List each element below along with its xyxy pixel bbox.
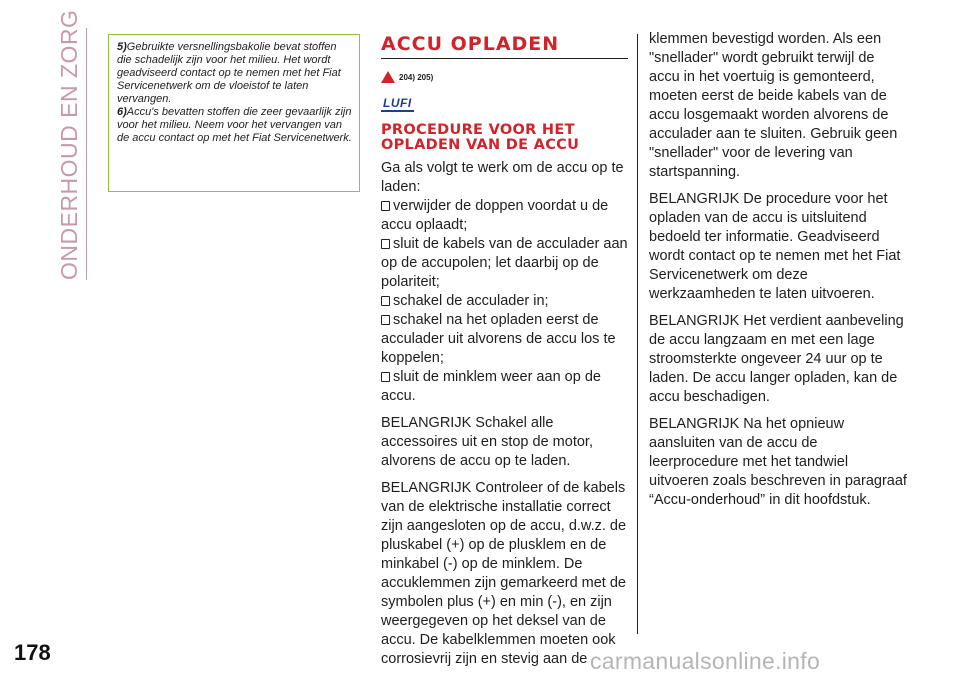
paragraph-important-2: BELANGRIJK Controleer of de kabels van de elektrische installatie correct zijn aangesloten op de accu, d.w.z. de pluskabel (+) op de plusklem en de minkabel (-) op de minklem. De accuklemmen zijn gemarkeerd met de symbolen plus (+) en min (-), en zijn weergegeven op het deksel van de accu. De kabelklemmen moeten ook corrosievrij zijn en stevig aan de	[381, 480, 627, 667]
warning-refs: 204) 205)	[399, 72, 434, 82]
footnote-6: 6)Accu's bevatten stoffen die zeer gevaarlijk zijn voor het milieu. Neem voor het vervangen van de accu contact op met het Fiat Servicenetwerk.	[117, 106, 352, 144]
section-title: ACCU OPLADEN	[381, 34, 628, 59]
column-divider	[637, 34, 638, 634]
warning-triangle-icon	[381, 71, 395, 83]
paragraph-important-3: BELANGRIJK De procedure voor het opladen van de accu is uitsluitend bedoeld ter informatie. Geadviseerd wordt contact op te nemen met het Fiat Servicenetwerk om deze werkzaamheden te laten uitvoeren.	[649, 191, 901, 302]
step-item: sluit de kabels van de acculader aan op de accupolen; let daarbij op de polariteit;	[381, 236, 628, 290]
paragraph-important-5: BELANGRIJK Na het opnieuw aansluiten van de accu de leerprocedure met het tandwiel uitvoeren zoals beschreven in paragraaf “Accu-onderhoud” in dit hoofdstuk.	[649, 416, 907, 508]
watermark: carmanualsonline.info	[590, 648, 821, 674]
paragraph-important-4: BELANGRIJK Het verdient aanbeveling de accu langzaam en met een lage stroomsterkte ongeveer 24 uur op te laden. De accu langer opladen, kan de accu beschadigen.	[649, 313, 904, 405]
checkbox-bullet-icon	[381, 201, 390, 211]
column-middle	[381, 34, 628, 677]
side-tab-divider	[86, 28, 87, 280]
warning-refs-row	[381, 69, 628, 85]
column-right	[649, 30, 907, 518]
step-item: schakel na het opladen eerst de acculader uit alvorens de accu los te koppelen;	[381, 312, 616, 366]
section-subtitle: PROCEDURE VOOR HET OPLADEN VAN DE ACCU	[381, 122, 580, 153]
intro-text: Ga als volgt te werk om de accu op te laden:	[381, 160, 624, 195]
lufi-icon: LUFI	[383, 96, 412, 110]
paragraph-continued: klemmen bevestigd worden. Als een "snellader" wordt gebruikt terwijl de accu in het voertuig is gemonteerd, moeten eerst de beide kabels van de accu losgemaakt worden alvorens de acculader aan te sluiten. Gebruik geen "snellader" voor de levering van startspanning.	[649, 31, 898, 180]
checkbox-bullet-icon	[381, 315, 390, 325]
side-tab	[54, 9, 84, 280]
lufi-row	[381, 93, 628, 115]
procedure-body	[381, 159, 628, 669]
paragraph-important-1: BELANGRIJK Schakel alle accessoires uit en stop de motor, alvorens de accu op te laden.	[381, 415, 593, 469]
step-item: schakel de acculader in;	[381, 292, 628, 311]
footnote-5: 5)Gebruikte versnellingsbakolie bevat stoffen die schadelijk zijn voor het milieu. Het wordt geadviseerd contact op te nemen met het Fiat Servicenetwerk om de vloeistof te laten vervangen.	[117, 41, 341, 105]
step-item: verwijder de doppen voordat u de accu oplaadt;	[381, 198, 609, 233]
checkbox-bullet-icon	[381, 296, 390, 306]
checkbox-bullet-icon	[381, 239, 390, 249]
footnotes-box	[108, 34, 360, 192]
step-item: sluit de minklem weer aan op de accu.	[381, 369, 601, 404]
page-number: 178	[14, 640, 51, 665]
side-tab-label: ONDERHOUD EN ZORG	[56, 9, 82, 280]
checkbox-bullet-icon	[381, 372, 390, 382]
